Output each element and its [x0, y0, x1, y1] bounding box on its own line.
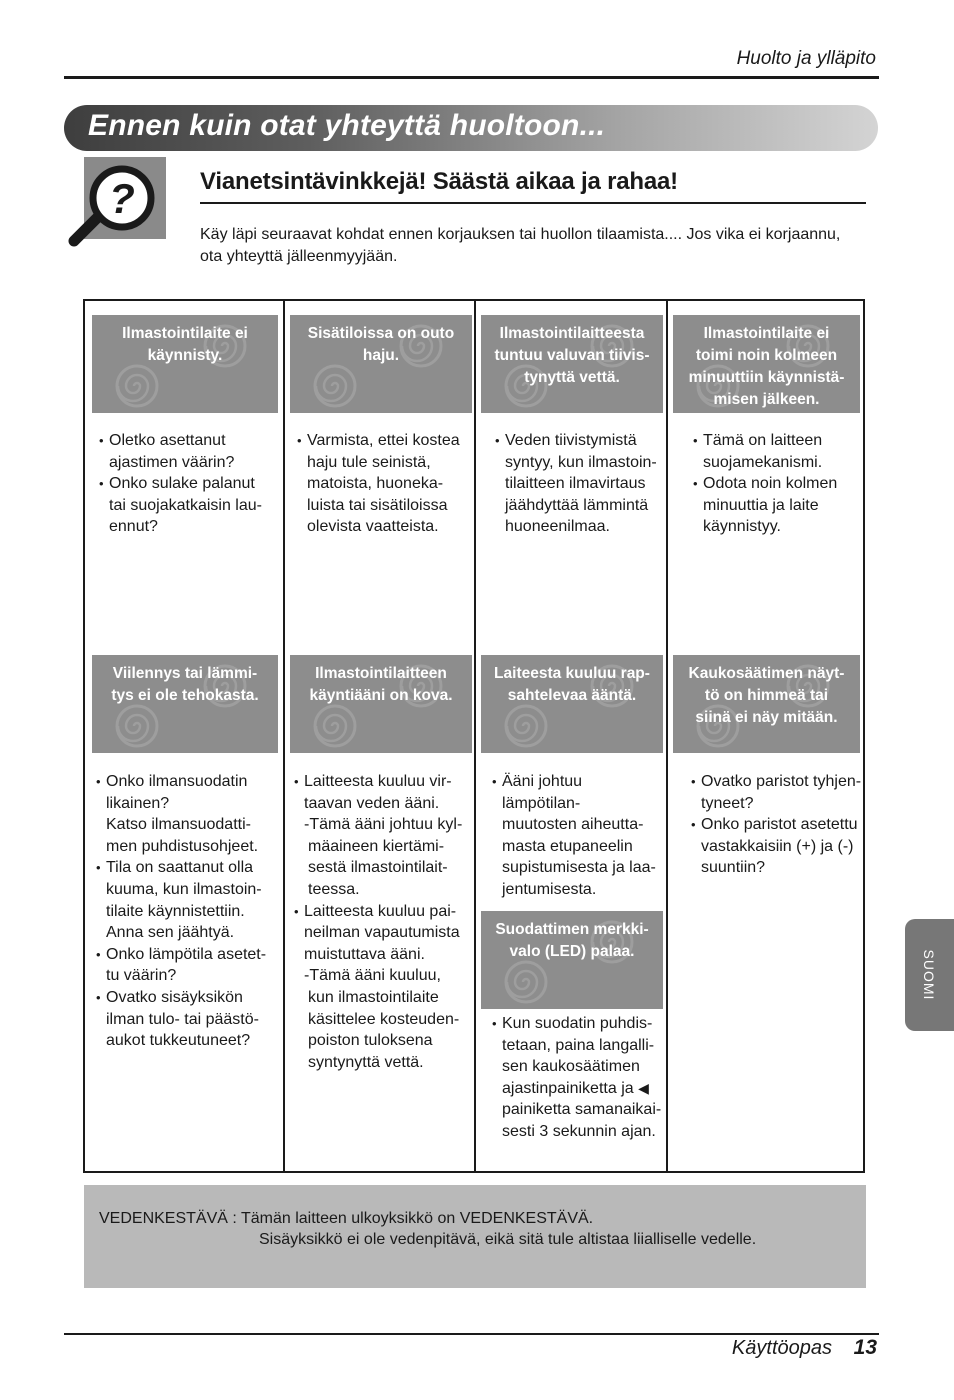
bullet-item — [99, 430, 281, 473]
text-line: painiketta samanaikai- — [502, 1101, 662, 1119]
text-line: masta etupaneelin — [502, 837, 633, 855]
column-divider — [283, 300, 285, 1172]
text-line: supistumisesta ja laa- — [502, 859, 656, 877]
text-line: • Oletko asettanut — [109, 432, 226, 449]
text-line: olevista vaatteista. — [307, 518, 439, 536]
left-arrow-icon: ◀ — [638, 1079, 649, 1096]
header-line: Sisätiloissa on outo — [307, 325, 455, 342]
text-line: neilman vapautumista — [304, 924, 460, 942]
header-line: sahtelevaa ääntä. — [507, 687, 637, 704]
text-line: Katso ilmansuodatti- — [106, 816, 251, 834]
header-line: minuuttiin käynnistä- — [688, 369, 845, 386]
problem-answer — [691, 771, 865, 879]
text-line: tilaite käynnistettiin. — [106, 902, 245, 920]
problem-header — [673, 315, 860, 413]
text-line: kun ilmastointilaite — [308, 988, 439, 1006]
bullet-item — [294, 901, 472, 966]
bullet-item — [99, 473, 281, 538]
text-line: muutosten aiheutta- — [502, 816, 644, 834]
header-line: toimi noin kolmeen — [695, 347, 838, 364]
text-line: • Odota noin kolmen — [703, 475, 838, 493]
column-divider — [474, 300, 476, 1172]
problem-answer — [99, 430, 281, 538]
bullet-item — [693, 473, 863, 538]
problem-header — [673, 655, 860, 753]
problem-header — [481, 655, 663, 753]
text-line: • Kun suodatin puhdis- — [502, 1015, 653, 1032]
text-line: -Tämä ääni johtuu kyl- — [304, 816, 463, 834]
header-line: haju. — [362, 347, 400, 364]
page-number: 13 — [853, 1336, 877, 1359]
header-line: Viilennys tai lämmi- — [112, 665, 258, 682]
header-line: käynnisty. — [147, 347, 223, 364]
text-line: • Onko lämpötila asetet- — [106, 945, 267, 963]
section-subtitle: Vianetsintävinkkejä! Säästä aikaa ja rahaa! — [200, 168, 678, 195]
text-line: • Veden tiivistymistä — [505, 432, 637, 449]
explanation-note — [294, 965, 472, 1073]
swirl-icon — [312, 363, 358, 409]
text-line: sestä ilmastointilait- — [308, 859, 448, 877]
problem-header — [290, 655, 472, 753]
text-line: syntyy, kun ilmastoin- — [505, 453, 657, 471]
problem-header — [481, 315, 663, 413]
page-title: Ennen kuin otat yhteyttä huoltoon... — [88, 109, 606, 142]
header-line: käyntiääni on kova. — [309, 687, 453, 704]
intro-line: Käy läpi seuraavat kohdat ennen korjauksen tai huollon tilaamista.... Jos vika ei korjaannu, — [200, 226, 841, 243]
problem-header — [481, 911, 663, 1009]
footer-divider — [64, 1333, 879, 1335]
text-line: jäähdyttää lämmintä — [505, 496, 649, 514]
text-line: kuuma, kun ilmastoin- — [106, 880, 262, 898]
header-line: tö on himmeä tai — [704, 687, 829, 704]
text-line: aukot tukkeutuneet? — [106, 1032, 251, 1050]
text-line: luista tai sisätiloissa — [307, 496, 448, 514]
text-line: • Onko ilmansuodatin — [106, 773, 248, 790]
problem-header — [290, 315, 472, 413]
text-line: jentumisesta. — [502, 880, 597, 898]
bullet-item — [495, 430, 665, 538]
header-line: Ilmastointilaite ei — [703, 325, 830, 342]
bullet-item — [96, 987, 281, 1052]
header-line: Kaukosäätimen näyt- — [688, 665, 845, 682]
text-line: ennut? — [109, 518, 158, 536]
bullet-item — [492, 1013, 667, 1143]
text-line: men puhdistusohjeet. — [106, 837, 259, 855]
intro-text — [200, 224, 870, 268]
bullet-item — [691, 814, 865, 879]
text-line — [502, 1078, 667, 1100]
problem-answer — [297, 430, 472, 538]
header-line: valo (LED) palaa. — [509, 943, 635, 960]
text-line: minuuttia ja laite — [703, 496, 819, 514]
svg-text:?: ? — [109, 175, 135, 222]
text-line: • Laitteesta kuuluu vir- — [304, 773, 452, 790]
text-line: käsittelee kosteuden- — [308, 1010, 460, 1028]
magnifier-question-icon — [64, 160, 164, 250]
note-line: Sisäyksikkö ei ole vedenpitävä, eikä sitä tule altistaa liialliselle vedelle. — [259, 1231, 757, 1248]
text-line: • Laitteesta kuuluu pai- — [304, 902, 457, 920]
text-line: teessa. — [308, 880, 360, 898]
text-line: taavan veden ääni. — [304, 794, 440, 812]
header-line: misen jälkeen. — [713, 391, 820, 408]
header-line: Suodattimen merkki- — [495, 921, 649, 938]
header-divider — [64, 76, 879, 79]
text-line: tetaan, paina langalli- — [502, 1036, 655, 1054]
header-line: Ilmastointilaitteen — [315, 665, 447, 682]
text-line: haju tule seinistä, — [307, 453, 431, 471]
text-line: likainen? — [106, 794, 170, 812]
text-line: huoneenilmaa. — [505, 518, 610, 536]
text-line: • Ovatko sisäyksikön — [106, 988, 243, 1006]
text-line: • Onko sulake palanut — [109, 475, 255, 493]
problem-answer — [492, 1013, 667, 1143]
text-line: tilaitteen ilmavirtaus — [505, 475, 646, 493]
text-line: vastakkaisiin (+) ja (-) — [701, 837, 854, 855]
problem-header — [92, 655, 278, 753]
language-tab-label: SUOMI — [921, 949, 937, 1001]
problem-answer — [294, 771, 472, 1073]
text-line: suojamekanismi. — [703, 453, 823, 471]
text-line: sesti 3 sekunnin ajan. — [502, 1122, 656, 1140]
problem-answer — [96, 771, 281, 1052]
text-line: • Onko paristot asetettu — [701, 816, 858, 834]
header-line: siinä ei näy mitään. — [695, 709, 838, 726]
text-line: Anna sen jäähtyä. — [106, 924, 235, 942]
text-line: mäaineen kiertämi- — [308, 837, 445, 855]
subtitle-divider — [200, 202, 866, 204]
problem-header — [92, 315, 278, 413]
swirl-icon — [503, 959, 549, 1005]
text-line: suuntiin? — [701, 859, 766, 877]
bullet-item — [693, 430, 863, 473]
text-line: • Ääni johtuu lämpötilan- — [502, 773, 583, 812]
text-line: sen kaukosäätimen — [502, 1058, 640, 1076]
text-line: • Tämä on laitteen — [703, 432, 823, 449]
header-line: Laiteesta kuuluu rap- — [494, 665, 650, 682]
footer-label: Käyttöopas — [731, 1337, 832, 1359]
text-fragment: ajastinpainiketta ja — [502, 1079, 634, 1097]
swirl-icon — [503, 703, 549, 749]
problem-answer — [495, 430, 665, 538]
header-line: Ilmastointilaite ei — [122, 325, 248, 342]
text-line: • Tila on saattanut olla — [106, 859, 254, 877]
text-line: ilman tulo- tai päästö- — [106, 1010, 259, 1028]
text-line: käynnistyy. — [703, 518, 781, 536]
bullet-item — [691, 771, 865, 814]
note-line: VEDENKESTÄVÄ : Tämän laitteen ulkoyksikkö on VEDENKESTÄVÄ. — [99, 1210, 594, 1227]
swirl-icon — [114, 363, 160, 409]
text-line: poiston tuloksena — [308, 1032, 433, 1050]
text-line: ajastimen väärin? — [109, 453, 235, 471]
bullet-item — [96, 944, 281, 987]
text-line: tai suojakatkaisin lau- — [109, 496, 262, 514]
header-line: tynyttä vettä. — [524, 369, 620, 386]
text-line: -Tämä ääni kuuluu, — [304, 967, 441, 985]
header-line: tys ei ole tehokasta. — [111, 687, 259, 704]
intro-line: ota yhteyttä jälleenmyyjään. — [200, 248, 398, 265]
text-line: • Varmista, ettei kostea — [307, 432, 460, 449]
text-line: muistuttava ääni. — [304, 945, 425, 963]
header-line: tuntuu valuvan tiivis- — [494, 347, 650, 364]
bullet-item — [96, 771, 281, 857]
problem-answer — [492, 771, 664, 901]
language-tab — [905, 919, 954, 1031]
bullet-item — [297, 430, 472, 538]
text-line: syntynyttä vettä. — [308, 1053, 424, 1071]
problem-answer — [693, 430, 863, 538]
text-line: • Ovatko paristot tyhjen- — [701, 773, 862, 790]
header-line: Ilmastointilaitteesta — [499, 325, 645, 342]
section-title: Huolto ja ylläpito — [736, 48, 876, 69]
text-line: matoista, huoneka- — [307, 475, 444, 493]
swirl-icon — [114, 703, 160, 749]
bullet-item — [294, 771, 472, 814]
bullet-item — [96, 857, 281, 943]
explanation-note — [294, 814, 472, 900]
text-line: tu väärin? — [106, 967, 177, 985]
swirl-icon — [312, 703, 358, 749]
bullet-item — [492, 771, 664, 901]
text-line: tyneet? — [701, 794, 754, 812]
